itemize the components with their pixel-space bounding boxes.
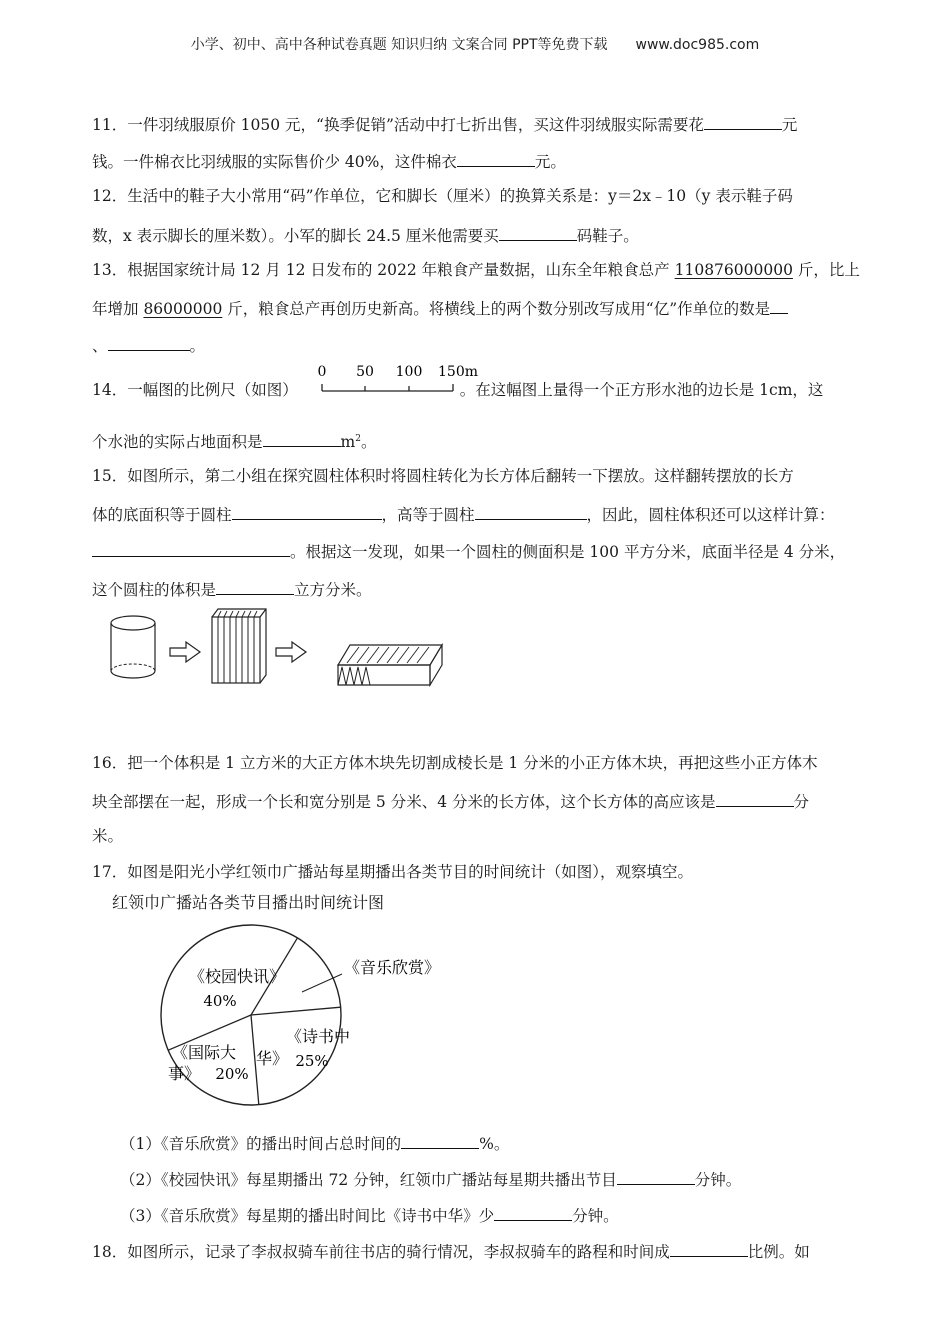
scale-label-150m: 150m	[438, 364, 478, 380]
q12-line2: 数，x 表示脚长的厘米数）。小军的脚长 24.5 厘米他需要买 码鞋子。	[92, 224, 639, 246]
q14-blank[interactable]	[263, 430, 341, 447]
q14-line1: 14．一幅图的比例尺（如图） 。在这幅图上量得一个正方形水池的边长是 1cm，这	[92, 381, 824, 399]
q17-blank1[interactable]	[401, 1132, 479, 1149]
q18-blank[interactable]	[670, 1240, 748, 1257]
cylinder-figure	[100, 605, 460, 690]
label-poem-name1: 《诗书中	[286, 1027, 351, 1046]
q12-blank[interactable]	[499, 224, 577, 241]
q17-sub2: （2）《校园快讯》每星期播出 72 分钟，红领巾广播站每星期共播出节目 分钟。	[120, 1168, 741, 1190]
scale-label-0: 0	[317, 364, 327, 380]
q13-line3: 、 。	[92, 334, 205, 356]
scale-label-50: 50	[356, 364, 374, 380]
scale-label-100: 100	[395, 364, 423, 380]
q13-number2: 86000000	[143, 300, 223, 318]
q15-line3: 。根据这一发现，如果一个圆柱的侧面积是 100 平方分米，底面半径是 4 分米，	[92, 540, 845, 562]
q14-line2: 个水池的实际占地面积是 $m^2$。	[92, 429, 376, 452]
q13-blank1[interactable]	[770, 297, 788, 314]
label-intl-name2: 事》	[168, 1064, 201, 1083]
q17-blank3[interactable]	[494, 1204, 572, 1221]
pie-chart	[140, 920, 460, 1120]
q15-line4: 这个圆柱的体积是 立方分米。	[92, 578, 372, 600]
arrow-icon	[170, 642, 200, 662]
arrow-icon	[276, 642, 306, 662]
label-poem-name2: 华》	[256, 1049, 289, 1068]
q18-line1: 18．如图所示，记录了李叔叔骑车前往书店的骑行情况，李叔叔骑车的路程和时间成 比例。如	[92, 1240, 810, 1262]
q15-blank1[interactable]	[232, 503, 382, 520]
q16-blank[interactable]	[716, 790, 794, 807]
header-text: 小学、初中、高中各种试卷真题 知识归纳 文案合同 PPT等免费下载	[190, 37, 608, 53]
q13-number1: 110876000000	[674, 261, 793, 279]
q16-line2: 块全部摆在一起，形成一个长和宽分别是 5 分米、4 分米的长方体，这个长方体的高应该是 分	[92, 790, 809, 812]
q11-line1: 11．一件羽绒服原价 1050 元，“换季促销”活动中打七折出售，买这件羽绒服实际需要花 元	[92, 113, 797, 135]
q12-line1: 12．生活中的鞋子大小常用“码”作单位，它和脚长（厘米）的换算关系是：y＝2x﹣10（y 表示鞋子码	[92, 187, 793, 205]
q11-blank2[interactable]	[457, 150, 535, 167]
q15-blank4[interactable]	[216, 578, 294, 595]
q17-line1: 17．如图是阳光小学红领巾广播站每星期播出各类节目的时间统计（如图），观察填空。	[92, 863, 693, 881]
q17-sub3: （3）《音乐欣赏》每星期的播出时间比《诗书中华》少 分钟。	[120, 1204, 619, 1226]
q13-blank2[interactable]	[108, 334, 190, 351]
page-header	[0, 34, 950, 54]
label-poem-pct: 25%	[295, 1052, 329, 1070]
q16-line3: 米。	[92, 827, 124, 845]
q17-sub1: （1）《音乐欣赏》的播出时间占总时间的 %。	[120, 1132, 509, 1154]
pie-slice-boundary	[251, 1007, 341, 1015]
q15-blank3[interactable]	[92, 540, 290, 557]
label-intl-name1: 《国际大	[172, 1043, 237, 1062]
q15-blank2[interactable]	[475, 503, 587, 520]
label-news-pct: 40%	[203, 992, 237, 1010]
q11-line2: 钱。一件棉衣比羽绒服的实际售价少 40%，这件棉衣 元。	[92, 150, 566, 172]
q15-line2: 体的底面积等于圆柱 ，高等于圆柱 ，因此，圆柱体积还可以这样计算：	[92, 503, 835, 525]
q13-line1: 13．根据国家统计局 12 月 12 日发布的 2022 年粮食产量数据，山东全年粮食总产 110876000000 斤，比上	[92, 261, 860, 279]
q11-blank1[interactable]	[704, 113, 782, 130]
q16-line1: 16．把一个体积是 1 立方米的大正方体木块先切割成棱长是 1 分米的小正方体木块，再把这些小正方体木	[92, 754, 818, 772]
label-music-name: 《音乐欣赏》	[343, 958, 441, 977]
label-intl-pct: 20%	[215, 1065, 249, 1083]
label-news-name: 《校园快讯》	[188, 967, 286, 986]
q17-blank2[interactable]	[617, 1168, 695, 1185]
scale-bar	[310, 358, 490, 398]
chart-title: 红领巾广播站各类节目播出时间统计图	[112, 893, 385, 912]
q13-line2: 年增加 86000000 斤，粮食总产再创历史新高。将横线上的两个数分别改写成用“亿”作单位的数是	[92, 297, 788, 319]
header-url[interactable]: www.doc985.com	[635, 37, 760, 53]
q15-line1: 15．如图所示，第二小组在探究圆柱体积时将圆柱转化为长方体后翻转一下摆放。这样翻转摆放的长方	[92, 467, 794, 485]
